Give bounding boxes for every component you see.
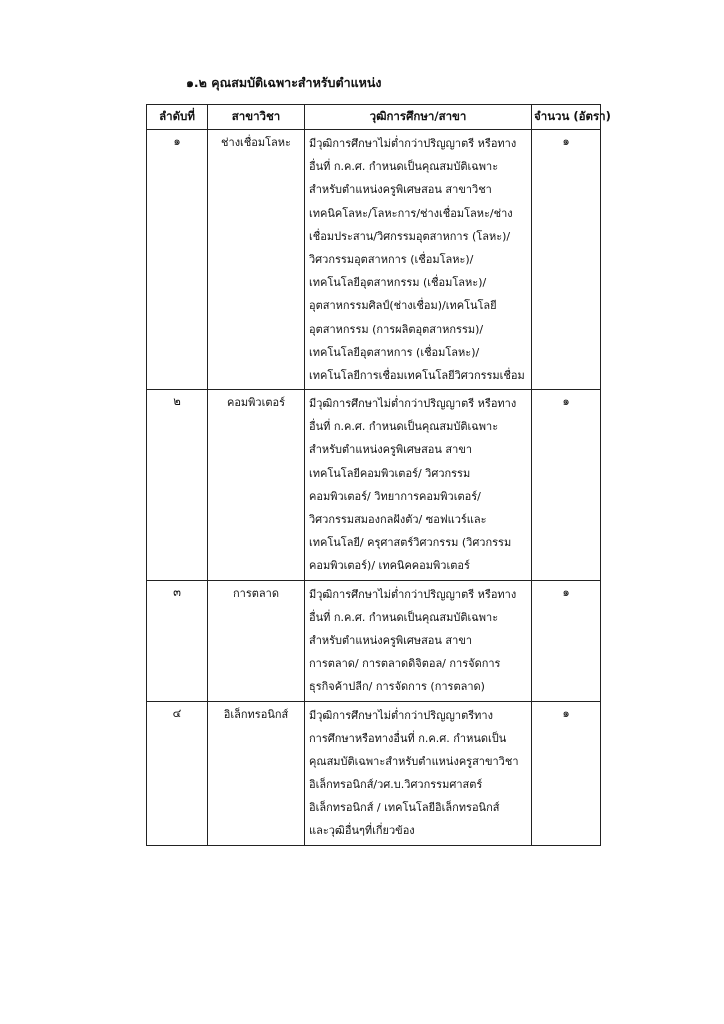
header-subject: สาขาวิชา — [208, 105, 305, 130]
qualification-line: อุตสาหกรรม (การผลิตอุตสาหกรรม)/ — [309, 322, 484, 336]
qualification-line: อื่นที่ ก.ค.ศ. กำหนดเป็นคุณสมบัติเฉพาะ — [309, 610, 499, 624]
qualification-line: เทคโนโลยีการเชื่อมเทคโนโลยีวิศวกรรมเชื่อม — [309, 368, 525, 382]
row-subject: คอมพิวเตอร์ — [208, 390, 305, 581]
header-count: จำนวน (อัตรา) — [532, 105, 601, 130]
row-count: ๑ — [532, 701, 601, 845]
qualification-line: วิศวกรรมอุตสาหการ (เชื่อมโลหะ)/ — [309, 252, 474, 266]
qualification-line: อื่นที่ ก.ค.ศ. กำหนดเป็นคุณสมบัติเฉพาะ — [309, 420, 499, 434]
row-number: ๓ — [147, 580, 208, 701]
qualification-line: อื่นที่ ก.ค.ศ. กำหนดเป็นคุณสมบัติเฉพาะ — [309, 160, 499, 174]
qualification-line: มีวุฒิการศึกษาไม่ต่ำกว่าปริญญาตรี หรือทาง — [309, 137, 517, 150]
row-number: ๔ — [147, 701, 208, 845]
table-row — [147, 580, 601, 701]
qualification-line: คุณสมบัติเฉพาะสำหรับตำแหน่งครูสาขาวิชา — [309, 754, 519, 768]
qualification-line: มีวุฒิการศึกษาไม่ต่ำกว่าปริญญาตรี หรือทาง — [309, 587, 517, 601]
qualification-line: และวุฒิอื่นๆที่เกี่ยวข้อง — [309, 824, 415, 838]
row-qualification — [305, 580, 532, 701]
section-heading: ๑.๒ คุณสมบัติเฉพาะสำหรับตำแหน่ง — [186, 75, 382, 90]
row-qualification — [305, 390, 532, 581]
header-number: ลำดับที่ — [147, 105, 208, 130]
row-number: ๒ — [147, 390, 208, 581]
table-row — [147, 390, 601, 581]
row-number: ๑ — [147, 130, 208, 390]
row-count: ๑ — [532, 580, 601, 701]
qualification-line: อิเล็กทรอนิกส์/วศ.บ.วิศวกรรมศาสตร์ — [309, 778, 483, 792]
qualification-line: การศึกษาหรือทางอื่นที่ ก.ค.ศ. กำหนดเป็น — [309, 731, 507, 745]
qualification-line: เทคโนโลยีอุตสาหการ (เชื่อมโลหะ)/ — [309, 345, 480, 359]
qualification-line: มีวุฒิการศึกษาไม่ต่ำกว่าปริญญาตรี หรือทาง — [309, 397, 517, 411]
qualification-line: การตลาด/ การตลาดดิจิตอล/ การจัดการ — [309, 657, 501, 671]
row-subject: การตลาด — [208, 580, 305, 701]
qualification-line: เทคโนโลยีอุตสาหกรรม (เชื่อมโลหะ)/ — [309, 276, 487, 290]
qualification-line: สำหรับตำแหน่งครูพิเศษสอน สาขา — [309, 633, 473, 647]
row-qualification — [305, 130, 532, 390]
qualification-line: คอมพิวเตอร์/ วิทยาการคอมพิวเตอร์/ — [309, 489, 481, 503]
qualification-line: ธุรกิจค้าปลีก/ การจัดการ (การตลาด) — [309, 680, 485, 694]
qualification-line: มีวุฒิการศึกษาไม่ต่ำกว่าปริญญาตรีทาง — [309, 708, 493, 722]
qualification-line: สำหรับตำแหน่งครูพิเศษสอน สาขาวิชา — [309, 183, 492, 197]
qualification-line: เทคนิคโลหะ/โลหะการ/ช่างเชื่อมโลหะ/ช่าง — [309, 206, 513, 220]
table-row — [147, 130, 601, 390]
table-row — [147, 701, 601, 845]
row-subject: ช่างเชื่อมโลหะ — [208, 130, 305, 390]
qualification-line: เชื่อมประสาน/วิศกรรมอุตสาหการ (โลหะ)/ — [309, 229, 511, 243]
qualification-line: เทคโนโลยีคอมพิวเตอร์/ วิศวกรรม — [309, 466, 471, 480]
row-subject: อิเล็กทรอนิกส์ — [208, 701, 305, 845]
qualification-line: อุตสาหกรรมศิลป์(ช่างเชื่อม)/เทคโนโลยี — [309, 299, 497, 313]
qualification-line: สำหรับตำแหน่งครูพิเศษสอน สาขา — [309, 443, 473, 457]
qualification-line: อิเล็กทรอนิกส์ / เทคโนโลยีอิเล็กทรอนิกส์ — [309, 801, 500, 815]
row-qualification — [305, 701, 532, 845]
header-qualification: วุฒิการศึกษา/สาขา — [305, 105, 532, 130]
qualification-table — [146, 104, 611, 846]
row-count: ๑ — [532, 130, 601, 390]
qualification-line: คอมพิวเตอร์)/ เทคนิคคอมพิวเตอร์ — [309, 559, 470, 573]
qualification-line: เทคโนโลยี/ ครุศาสตร์วิศวกรรม (วิศวกรรม — [309, 536, 512, 550]
row-count: ๑ — [532, 390, 601, 581]
qualification-line: วิศวกรรมสมองกลฝังตัว/ ซอฟแวร์และ — [309, 513, 487, 526]
table-header-row — [147, 105, 601, 130]
table-body — [147, 130, 601, 846]
